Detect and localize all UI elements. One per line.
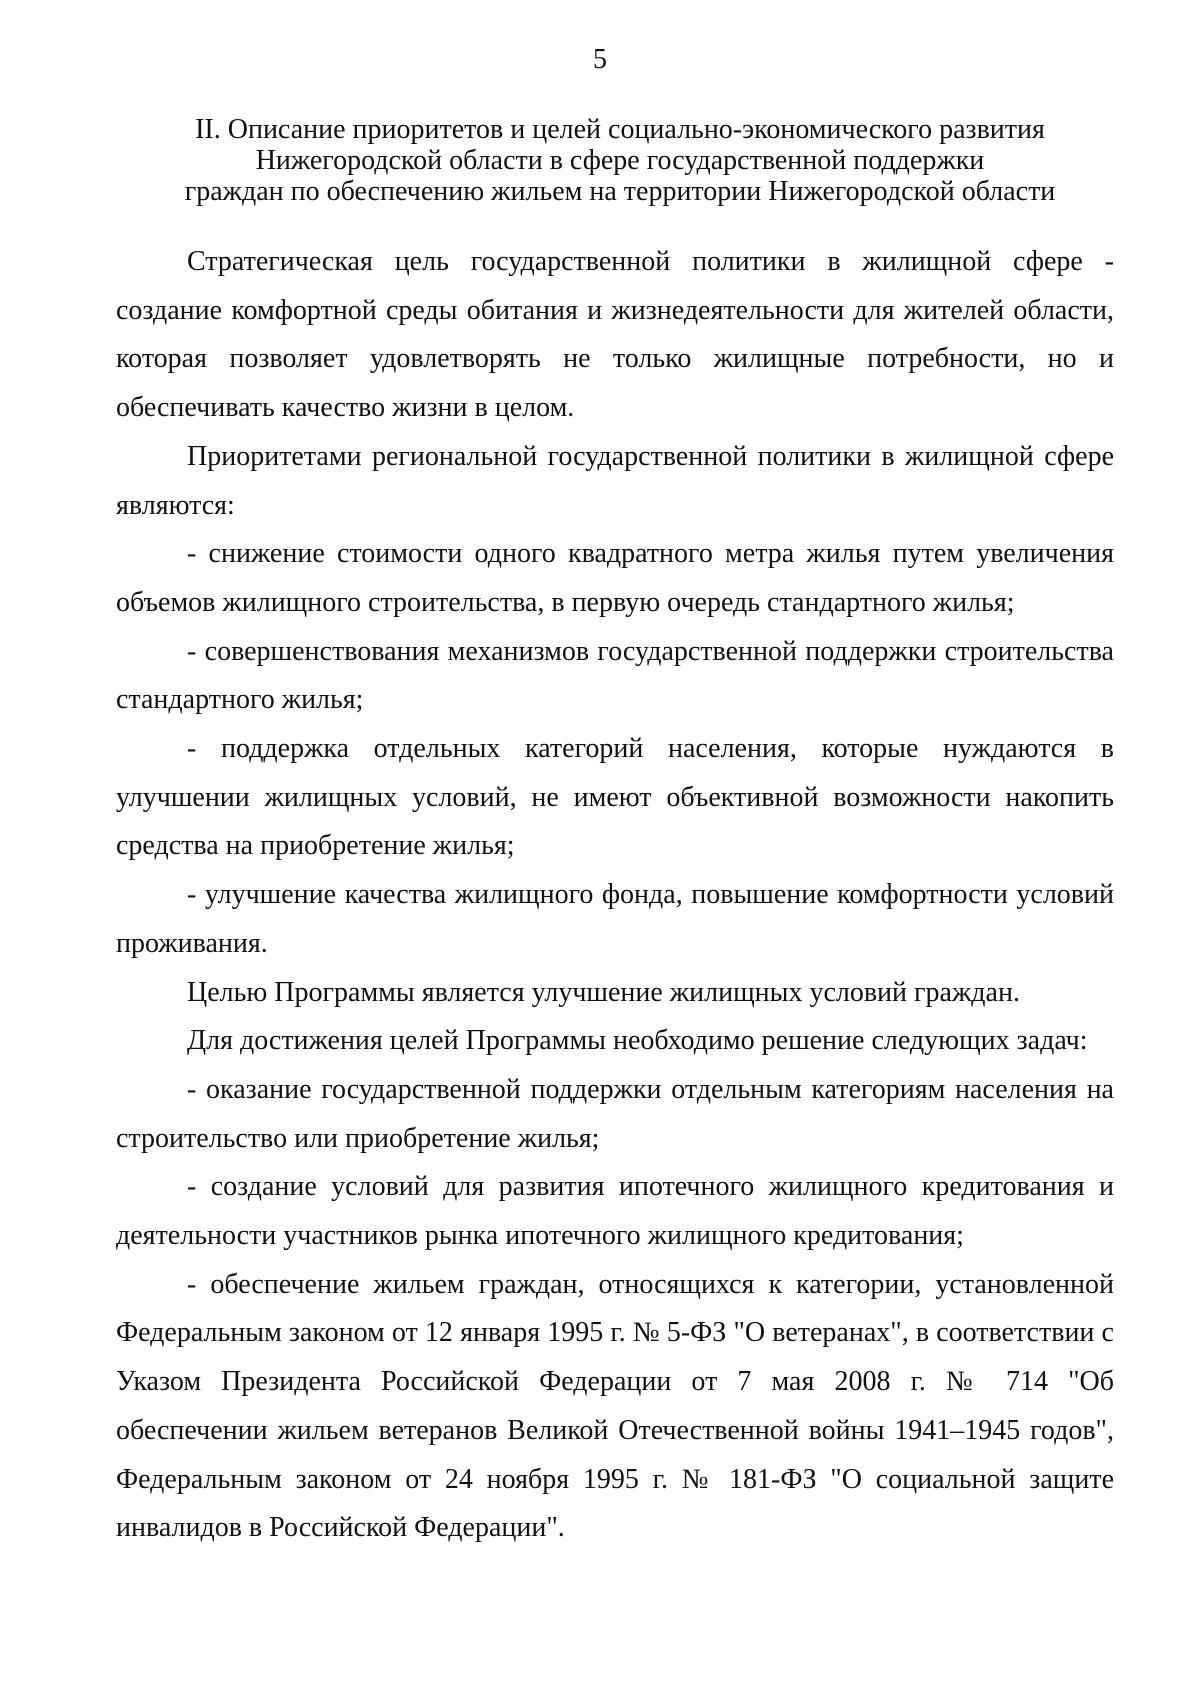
body-text bbox=[116, 238, 1114, 1553]
section-heading-line: Нижегородской области в сфере государственной поддержки bbox=[255, 145, 985, 176]
task-item: - создание условий для развития ипотечного жилищного кредитования и деятельности участников рынка ипотечного жилищного кредитования; bbox=[116, 1171, 1114, 1252]
paragraph-strategic-goal: Стратегическая цель государственной политики в жилищной сфере - создание комфортной среды обитания и жизнедеятельности для жителей области, которая позволяет удовлетворять не только жилищные потребности, но и обеспечивать качество жизни в целом. bbox=[116, 246, 1114, 424]
paragraph-priorities-intro: Приоритетами региональной государственной политики в жилищной сфере являются: bbox=[116, 440, 1114, 521]
priority-item: - поддержка отдельных категорий населения, которые нуждаются в улучшении жилищных условий, не имеют объективной возможности накопить средства на приобретение жилья; bbox=[116, 733, 1114, 862]
task-item: - обеспечение жильем граждан, относящихся к категории, установленной Федеральным законом от 12 января 1995 г. № 5-ФЗ "О ветеранах", в соответствии с Указом Президента Российской Федерации от 7 мая 2008 г. № 714 "Об обеспечении жильем ветеранов Великой Отечественной войны 1941–1945 годов", Федеральным законом от 24 ноября 1995 г. № 181-ФЗ "О социальной защите инвалидов в Российской Федерации". bbox=[116, 1268, 1114, 1544]
page-number: 5 bbox=[593, 44, 607, 75]
priority-item: - совершенствования механизмов государственной поддержки строительства стандартного жилья; bbox=[116, 635, 1114, 716]
priority-item: - снижение стоимости одного квадратного метра жилья путем увеличения объемов жилищного строительства, в первую очередь стандартного жилья; bbox=[116, 538, 1114, 618]
section-heading-line: граждан по обеспечению жильем на территории Нижегородской области bbox=[184, 176, 1056, 207]
task-item: - оказание государственной поддержки отдельным категориям населения на строительство или приобретение жилья; bbox=[116, 1073, 1114, 1154]
paragraph-tasks-intro: Для достижения целей Программы необходимо решение следующих задач: bbox=[187, 1025, 1088, 1057]
section-heading bbox=[150, 114, 1090, 207]
paragraph-program-goal: Целью Программы является улучшение жилищных условий граждан. bbox=[187, 976, 1020, 1008]
priority-item: - улучшение качества жилищного фонда, повышение комфортности условий проживания. bbox=[116, 879, 1114, 959]
section-heading-line: II. Описание приоритетов и целей социально-экономического развития bbox=[195, 114, 1045, 145]
